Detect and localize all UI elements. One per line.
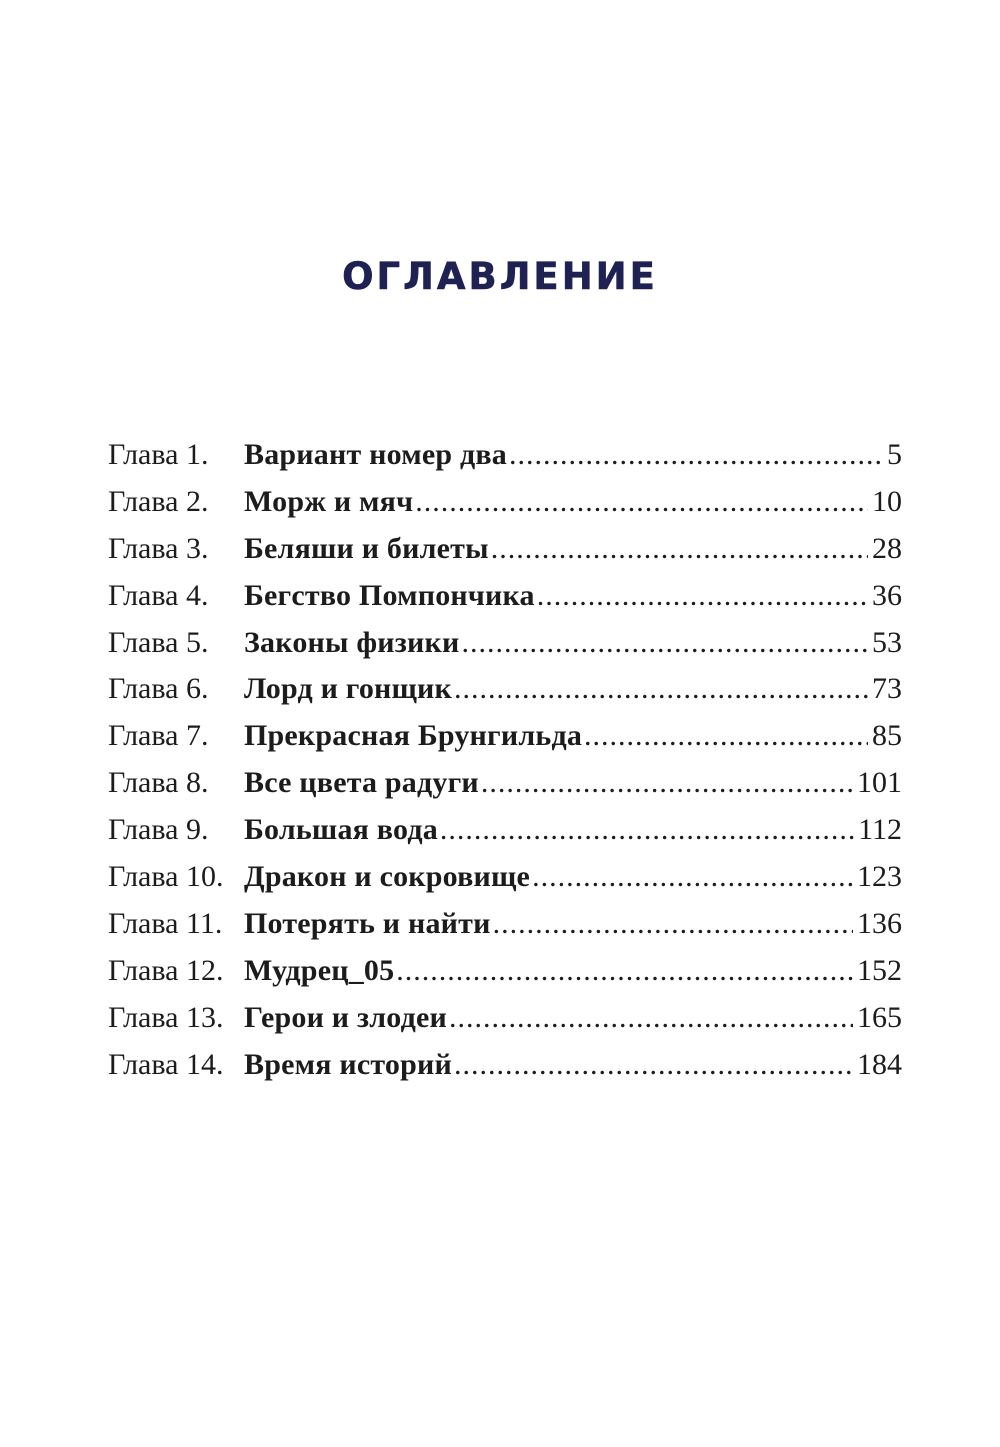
chapter-title: Дракон и сокровище xyxy=(244,860,531,894)
dot-leader xyxy=(481,760,853,807)
toc-entry[interactable] xyxy=(108,620,902,667)
chapter-label: Глава 8. xyxy=(108,766,209,800)
toc-entry[interactable] xyxy=(108,666,902,713)
chapter-title: Время историй xyxy=(244,1047,452,1081)
dot-leader xyxy=(462,620,869,667)
chapter-title: Законы физики xyxy=(244,625,460,659)
page-number: 123 xyxy=(857,860,902,894)
dot-leader xyxy=(449,995,853,1042)
toc-entry[interactable] xyxy=(108,854,902,901)
chapter-title: Вариант номер два xyxy=(244,438,507,471)
toc-entry[interactable] xyxy=(108,432,902,479)
dot-leader xyxy=(537,573,868,620)
chapter-title: Потерять и найти xyxy=(244,906,491,940)
toc-entry[interactable] xyxy=(108,948,902,995)
page-number: 136 xyxy=(857,906,902,940)
chapter-label: Глава 5. xyxy=(108,625,209,659)
dot-leader xyxy=(454,666,868,713)
dot-leader xyxy=(396,948,853,995)
chapter-title: Прекрасная Брунгильда xyxy=(244,719,583,753)
chapter-title: Все цвета радуги xyxy=(244,766,479,800)
page-number: 112 xyxy=(858,813,902,847)
chapter-title: Беляши и билеты xyxy=(244,531,489,565)
chapter-title: Бегство Помпончика xyxy=(244,578,535,612)
page-number: 184 xyxy=(857,1047,902,1081)
page-number: 10 xyxy=(872,484,902,518)
dot-leader xyxy=(491,526,868,573)
chapter-label: Глава 14. xyxy=(108,1047,224,1081)
page-number: 101 xyxy=(857,766,902,800)
chapter-label: Глава 2. xyxy=(108,484,209,518)
chapter-label: Глава 13. xyxy=(108,1000,224,1034)
page-title: ОГЛАВЛЕНИЕ xyxy=(342,254,658,298)
dot-leader xyxy=(493,901,853,948)
toc-entry[interactable] xyxy=(108,901,902,948)
toc-entry[interactable] xyxy=(108,995,902,1042)
chapter-title: Герои и злодеи xyxy=(244,1000,447,1034)
toc-entry[interactable] xyxy=(108,479,902,526)
chapter-title: Большая вода xyxy=(244,813,438,847)
page-number: 53 xyxy=(872,625,902,659)
dot-leader xyxy=(454,1042,853,1089)
page-number: 165 xyxy=(857,1000,902,1034)
chapter-title: Лорд и гонщик xyxy=(244,672,453,706)
dot-leader xyxy=(584,713,868,760)
toc-entry[interactable] xyxy=(108,1042,902,1089)
page-number: 5 xyxy=(887,438,902,471)
chapter-label: Глава 10. xyxy=(108,860,224,894)
chapter-label: Глава 7. xyxy=(108,719,209,753)
dot-leader xyxy=(415,479,868,526)
chapter-label: Глава 3. xyxy=(108,531,209,565)
dot-leader xyxy=(440,807,854,854)
chapter-label: Глава 1. xyxy=(108,438,209,471)
toc-entry[interactable] xyxy=(108,713,902,760)
toc-entry[interactable] xyxy=(108,573,902,620)
toc-entry[interactable] xyxy=(108,760,902,807)
page-number: 73 xyxy=(872,672,902,706)
page-number: 85 xyxy=(872,719,902,753)
dot-leader xyxy=(509,432,883,479)
dot-leader xyxy=(532,854,853,901)
chapter-label: Глава 6. xyxy=(108,672,209,706)
page-number: 36 xyxy=(872,578,902,612)
chapter-label: Глава 12. xyxy=(108,953,224,987)
chapter-title: Мудрец_05 xyxy=(244,953,395,987)
chapter-label: Глава 4. xyxy=(108,578,209,612)
page-number: 28 xyxy=(872,531,902,565)
page-number: 152 xyxy=(857,953,902,987)
chapter-title: Морж и мяч xyxy=(244,484,414,518)
toc-entry[interactable] xyxy=(108,526,902,573)
chapter-label: Глава 9. xyxy=(108,813,209,847)
chapter-label: Глава 11. xyxy=(108,906,223,940)
table-of-contents xyxy=(108,432,902,1088)
toc-entry[interactable] xyxy=(108,807,902,854)
